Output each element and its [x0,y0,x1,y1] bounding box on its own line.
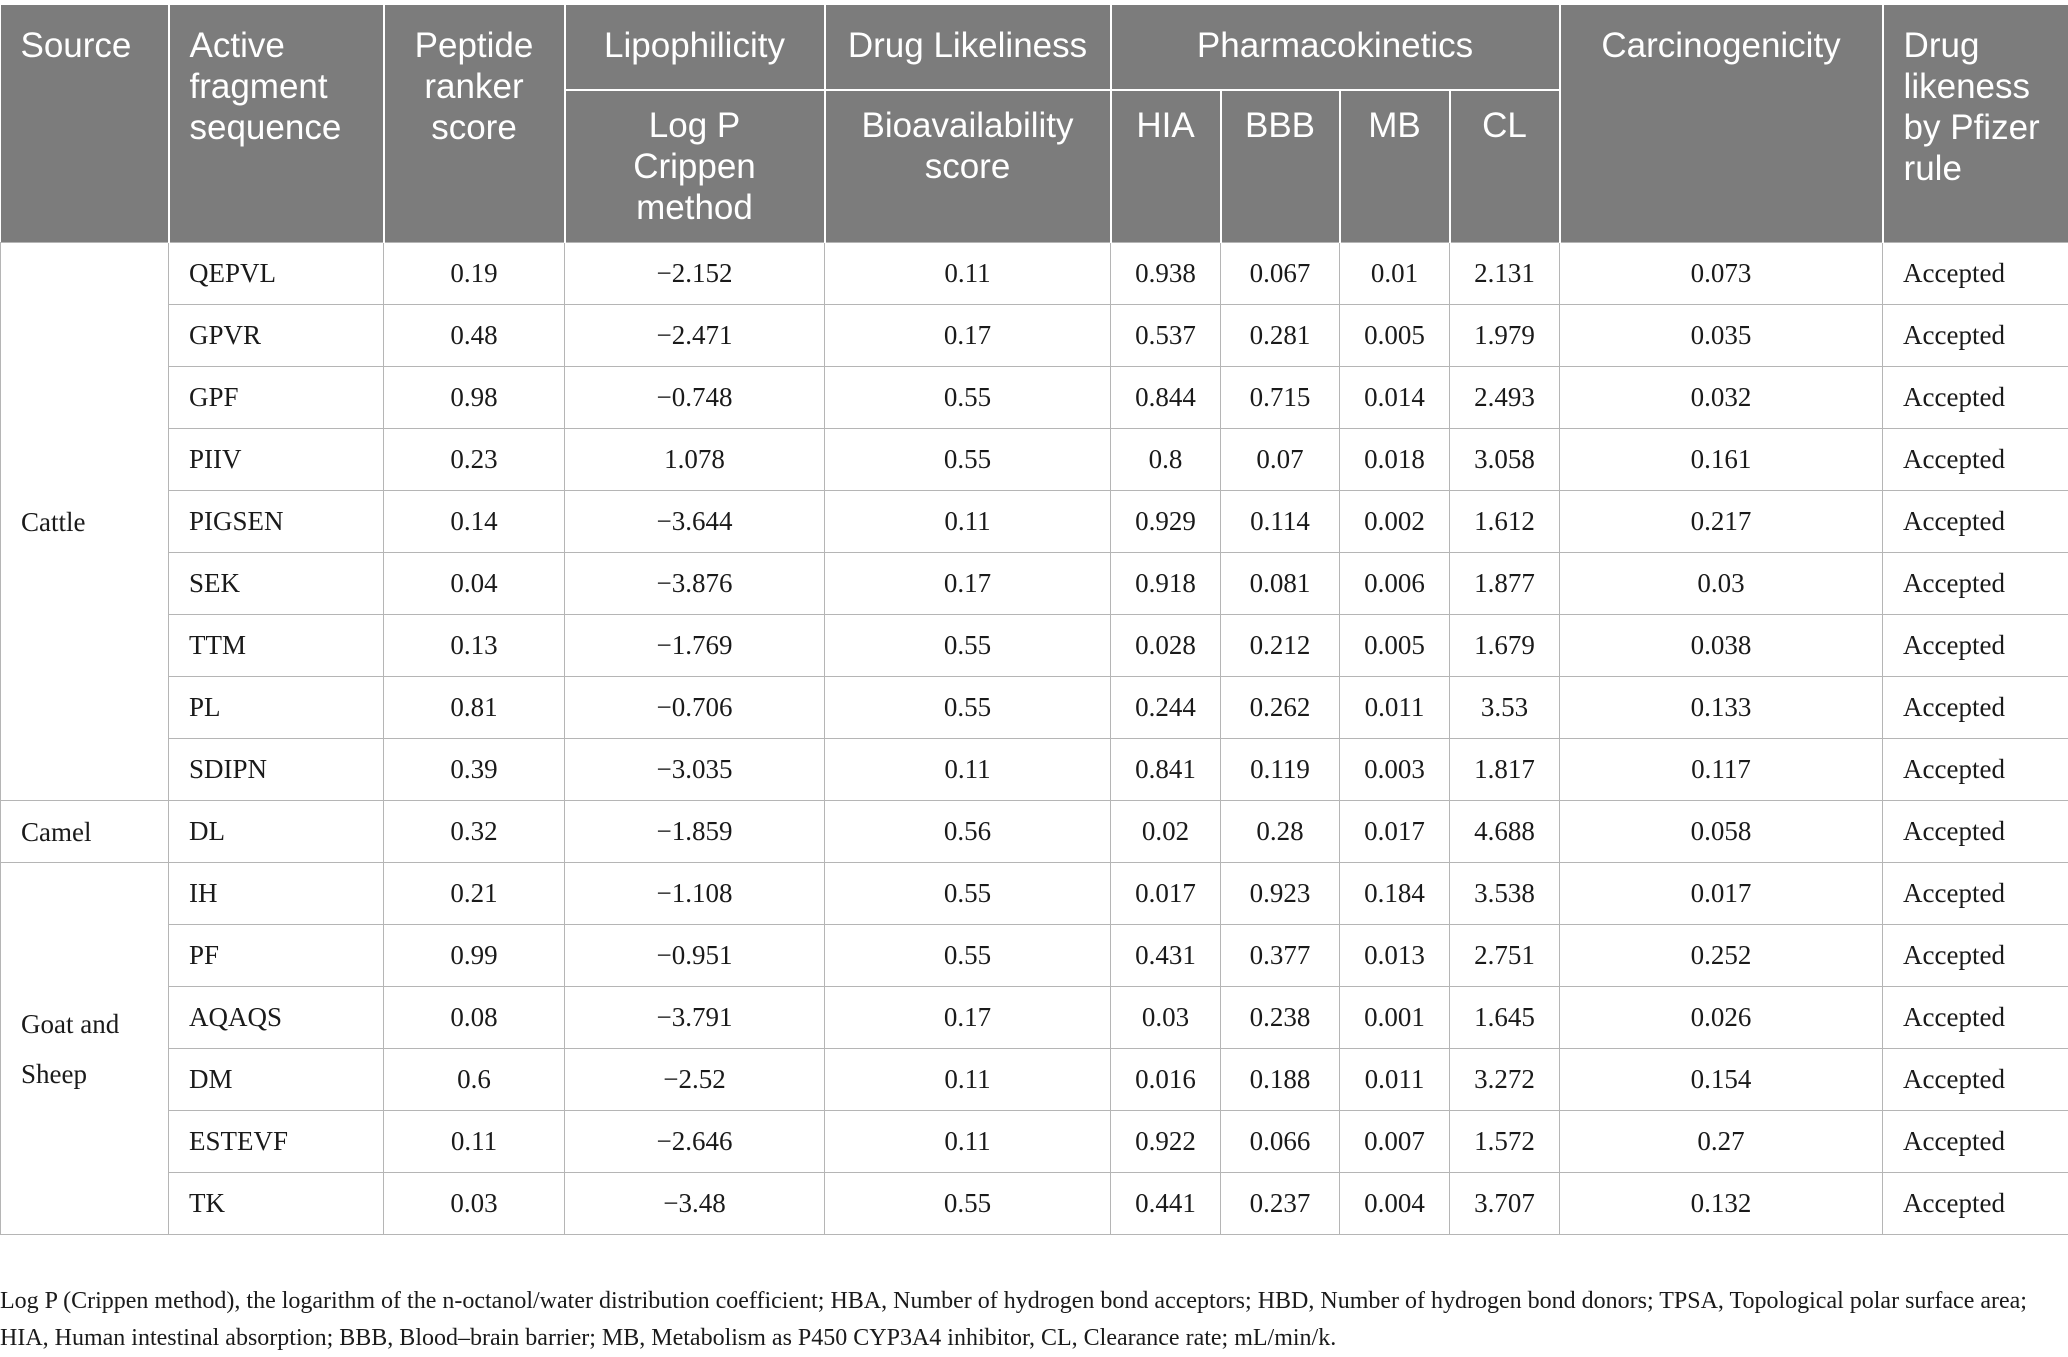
cell-log-p: −1.108 [565,863,825,925]
cell-bbb: 0.212 [1221,615,1340,677]
cell-sequence: PL [169,677,384,739]
table-row [1,801,2068,863]
cell-bbb: 0.262 [1221,677,1340,739]
cell-bbb: 0.715 [1221,367,1340,429]
cell-peptide-ranker: 0.04 [384,553,565,615]
cell-mb: 0.011 [1340,677,1450,739]
cell-carcinogenicity: 0.038 [1560,615,1883,677]
table-row [1,553,2068,615]
cell-carcinogenicity: 0.161 [1560,429,1883,491]
header-lipophilicity: Lipophilicity [565,5,825,90]
cell-sequence: QEPVL [169,243,384,305]
cell-carcinogenicity: 0.035 [1560,305,1883,367]
cell-source: Goat and Sheep [1,863,169,1235]
cell-bioavailability: 0.56 [825,801,1111,863]
cell-hia: 0.844 [1111,367,1221,429]
cell-sequence: GPF [169,367,384,429]
cell-source: Camel [1,801,169,863]
cell-bioavailability: 0.11 [825,243,1111,305]
cell-carcinogenicity: 0.117 [1560,739,1883,801]
cell-bioavailability: 0.55 [825,677,1111,739]
cell-sequence: SEK [169,553,384,615]
cell-bbb: 0.119 [1221,739,1340,801]
cell-hia: 0.918 [1111,553,1221,615]
cell-pfizer-rule: Accepted [1883,1111,2068,1173]
table-row [1,1173,2068,1235]
cell-bioavailability: 0.55 [825,615,1111,677]
cell-log-p: −0.748 [565,367,825,429]
cell-mb: 0.007 [1340,1111,1450,1173]
header-active-fragment: Active fragment sequence [169,5,384,243]
cell-bbb: 0.377 [1221,925,1340,987]
cell-hia: 0.016 [1111,1049,1221,1111]
table-body [1,243,2068,1235]
cell-log-p: −2.471 [565,305,825,367]
cell-bioavailability: 0.55 [825,925,1111,987]
table-row [1,863,2068,925]
cell-peptide-ranker: 0.99 [384,925,565,987]
table-row [1,243,2068,305]
cell-sequence: PF [169,925,384,987]
cell-hia: 0.938 [1111,243,1221,305]
header-hia: HIA [1111,90,1221,243]
table-row [1,491,2068,553]
cell-sequence: PIIV [169,429,384,491]
header-pfizer-rule: Drug likeness by Pfizer rule [1883,5,2068,243]
table-row [1,305,2068,367]
cell-carcinogenicity: 0.133 [1560,677,1883,739]
header-cl: CL [1450,90,1560,243]
cell-cl: 3.538 [1450,863,1560,925]
header-mb: MB [1340,90,1450,243]
cell-pfizer-rule: Accepted [1883,1049,2068,1111]
cell-pfizer-rule: Accepted [1883,367,2068,429]
cell-mb: 0.005 [1340,615,1450,677]
cell-peptide-ranker: 0.81 [384,677,565,739]
cell-bbb: 0.238 [1221,987,1340,1049]
cell-mb: 0.011 [1340,1049,1450,1111]
cell-peptide-ranker: 0.23 [384,429,565,491]
cell-log-p: 1.078 [565,429,825,491]
cell-log-p: −0.951 [565,925,825,987]
table-row [1,367,2068,429]
peptide-properties-table [0,5,2068,1235]
cell-carcinogenicity: 0.252 [1560,925,1883,987]
cell-hia: 0.02 [1111,801,1221,863]
cell-cl: 3.53 [1450,677,1560,739]
cell-sequence: IH [169,863,384,925]
cell-hia: 0.537 [1111,305,1221,367]
cell-log-p: −2.52 [565,1049,825,1111]
cell-sequence: AQAQS [169,987,384,1049]
cell-sequence: TTM [169,615,384,677]
cell-log-p: −2.152 [565,243,825,305]
cell-sequence: DL [169,801,384,863]
cell-sequence: DM [169,1049,384,1111]
table-row [1,615,2068,677]
cell-cl: 3.058 [1450,429,1560,491]
cell-cl: 1.572 [1450,1111,1560,1173]
cell-hia: 0.03 [1111,987,1221,1049]
cell-log-p: −1.769 [565,615,825,677]
cell-bioavailability: 0.17 [825,305,1111,367]
cell-bioavailability: 0.17 [825,987,1111,1049]
cell-peptide-ranker: 0.32 [384,801,565,863]
cell-bioavailability: 0.55 [825,429,1111,491]
cell-sequence: PIGSEN [169,491,384,553]
cell-cl: 1.979 [1450,305,1560,367]
cell-hia: 0.922 [1111,1111,1221,1173]
cell-bbb: 0.188 [1221,1049,1340,1111]
cell-peptide-ranker: 0.21 [384,863,565,925]
header-source: Source [1,5,169,243]
cell-bioavailability: 0.11 [825,1111,1111,1173]
cell-pfizer-rule: Accepted [1883,925,2068,987]
cell-mb: 0.004 [1340,1173,1450,1235]
cell-peptide-ranker: 0.03 [384,1173,565,1235]
cell-pfizer-rule: Accepted [1883,801,2068,863]
cell-peptide-ranker: 0.48 [384,305,565,367]
cell-mb: 0.017 [1340,801,1450,863]
header-pharmacokinetics: Pharmacokinetics [1111,5,1560,90]
cell-cl: 1.612 [1450,491,1560,553]
cell-log-p: −3.48 [565,1173,825,1235]
cell-cl: 2.751 [1450,925,1560,987]
cell-sequence: TK [169,1173,384,1235]
cell-peptide-ranker: 0.19 [384,243,565,305]
cell-log-p: −2.646 [565,1111,825,1173]
cell-pfizer-rule: Accepted [1883,1173,2068,1235]
cell-cl: 1.817 [1450,739,1560,801]
cell-hia: 0.431 [1111,925,1221,987]
cell-bioavailability: 0.55 [825,367,1111,429]
cell-peptide-ranker: 0.6 [384,1049,565,1111]
cell-pfizer-rule: Accepted [1883,677,2068,739]
cell-cl: 4.688 [1450,801,1560,863]
cell-bbb: 0.114 [1221,491,1340,553]
cell-carcinogenicity: 0.132 [1560,1173,1883,1235]
cell-cl: 3.272 [1450,1049,1560,1111]
cell-log-p: −3.035 [565,739,825,801]
cell-peptide-ranker: 0.13 [384,615,565,677]
cell-hia: 0.8 [1111,429,1221,491]
cell-bioavailability: 0.55 [825,1173,1111,1235]
cell-bbb: 0.281 [1221,305,1340,367]
cell-bbb: 0.923 [1221,863,1340,925]
cell-sequence: ESTEVF [169,1111,384,1173]
cell-peptide-ranker: 0.11 [384,1111,565,1173]
cell-cl: 2.493 [1450,367,1560,429]
cell-mb: 0.005 [1340,305,1450,367]
header-bbb: BBB [1221,90,1340,243]
header-carcinogenicity: Carcinogenicity [1560,5,1883,243]
cell-pfizer-rule: Accepted [1883,429,2068,491]
cell-cl: 1.679 [1450,615,1560,677]
cell-pfizer-rule: Accepted [1883,491,2068,553]
cell-cl: 3.707 [1450,1173,1560,1235]
cell-pfizer-rule: Accepted [1883,553,2068,615]
cell-peptide-ranker: 0.98 [384,367,565,429]
cell-peptide-ranker: 0.08 [384,987,565,1049]
cell-hia: 0.441 [1111,1173,1221,1235]
cell-carcinogenicity: 0.27 [1560,1111,1883,1173]
cell-hia: 0.929 [1111,491,1221,553]
header-bioavailability: Bioavailability score [825,90,1111,243]
header-drug-likeliness: Drug Likeliness [825,5,1111,90]
table-row [1,987,2068,1049]
cell-carcinogenicity: 0.154 [1560,1049,1883,1111]
cell-cl: 2.131 [1450,243,1560,305]
cell-bbb: 0.067 [1221,243,1340,305]
cell-bbb: 0.07 [1221,429,1340,491]
cell-mb: 0.003 [1340,739,1450,801]
cell-bioavailability: 0.11 [825,1049,1111,1111]
cell-hia: 0.244 [1111,677,1221,739]
cell-source: Cattle [1,243,169,801]
cell-log-p: −0.706 [565,677,825,739]
cell-hia: 0.017 [1111,863,1221,925]
cell-mb: 0.184 [1340,863,1450,925]
table-row [1,1049,2068,1111]
cell-bioavailability: 0.11 [825,739,1111,801]
cell-bbb: 0.081 [1221,553,1340,615]
cell-hia: 0.028 [1111,615,1221,677]
header-peptide-ranker: Peptide ranker score [384,5,565,243]
cell-mb: 0.014 [1340,367,1450,429]
cell-bbb: 0.28 [1221,801,1340,863]
cell-mb: 0.018 [1340,429,1450,491]
cell-bioavailability: 0.11 [825,491,1111,553]
cell-mb: 0.01 [1340,243,1450,305]
cell-pfizer-rule: Accepted [1883,739,2068,801]
cell-pfizer-rule: Accepted [1883,243,2068,305]
cell-carcinogenicity: 0.032 [1560,367,1883,429]
table-footnote: Log P (Crippen method), the logarithm of the n-octanol/water distribution coefficient; HBA, Number of hydrogen bond acceptors; HBD, Number of hydrogen bond donors; TPSA, Topological polar surface area; HIA, Human intestinal absorption; BBB, Blood–brain barrier; MB, Metabolism as P450 CYP3A4 inhibitor, CL, Clearance rate; mL/min/k. [0,1283,2050,1357]
table-row [1,925,2068,987]
cell-bbb: 0.237 [1221,1173,1340,1235]
cell-log-p: −3.644 [565,491,825,553]
cell-pfizer-rule: Accepted [1883,615,2068,677]
cell-log-p: −3.876 [565,553,825,615]
cell-pfizer-rule: Accepted [1883,305,2068,367]
cell-bbb: 0.066 [1221,1111,1340,1173]
cell-carcinogenicity: 0.058 [1560,801,1883,863]
cell-sequence: GPVR [169,305,384,367]
cell-log-p: −3.791 [565,987,825,1049]
cell-log-p: −1.859 [565,801,825,863]
cell-mb: 0.006 [1340,553,1450,615]
table-row [1,1111,2068,1173]
table-row [1,677,2068,739]
cell-carcinogenicity: 0.026 [1560,987,1883,1049]
cell-mb: 0.002 [1340,491,1450,553]
cell-sequence: SDIPN [169,739,384,801]
cell-bioavailability: 0.17 [825,553,1111,615]
cell-carcinogenicity: 0.073 [1560,243,1883,305]
cell-carcinogenicity: 0.217 [1560,491,1883,553]
cell-hia: 0.841 [1111,739,1221,801]
table-row [1,739,2068,801]
cell-carcinogenicity: 0.017 [1560,863,1883,925]
cell-pfizer-rule: Accepted [1883,987,2068,1049]
table-row [1,429,2068,491]
cell-bioavailability: 0.55 [825,863,1111,925]
cell-cl: 1.645 [1450,987,1560,1049]
cell-cl: 1.877 [1450,553,1560,615]
cell-mb: 0.001 [1340,987,1450,1049]
cell-peptide-ranker: 0.39 [384,739,565,801]
cell-carcinogenicity: 0.03 [1560,553,1883,615]
cell-peptide-ranker: 0.14 [384,491,565,553]
cell-pfizer-rule: Accepted [1883,863,2068,925]
header-log-p: Log P Crippen method [565,90,825,243]
table-header [1,5,2068,243]
cell-mb: 0.013 [1340,925,1450,987]
